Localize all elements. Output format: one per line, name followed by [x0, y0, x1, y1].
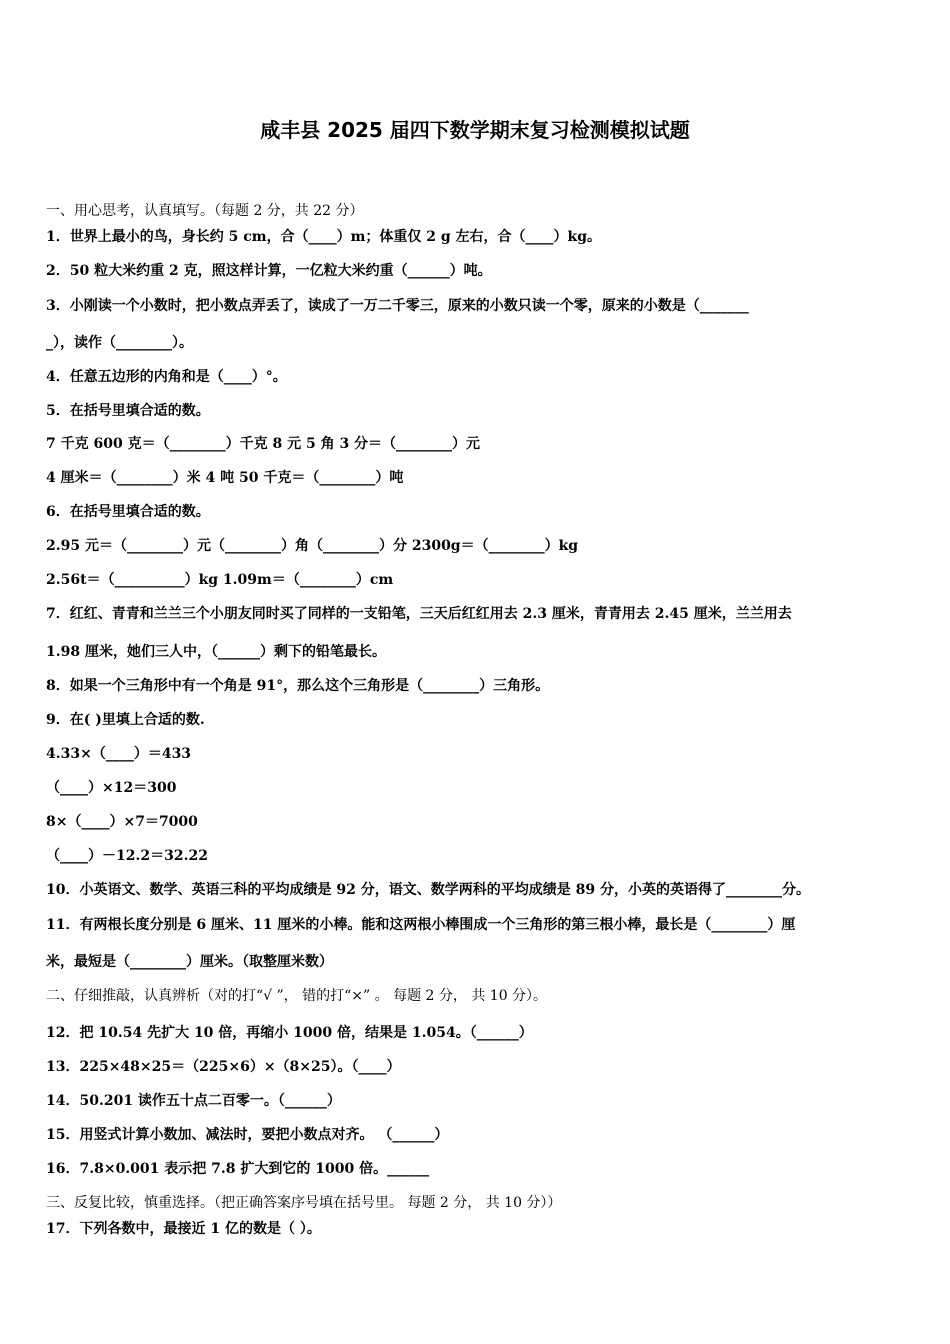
question-6-row-2: 2.56t＝（__________）kg 1.09m＝（________）cm — [46, 572, 394, 588]
question-11-cont: 米，最短是（________）厘米。（取整厘米数） — [46, 954, 333, 970]
question-6-row-1: 2.95 元＝（________）元（________）角（________）分 2300g＝（________）kg — [46, 538, 579, 554]
question-10: 10．小英语文、数学、英语三科的平均成绩是 92 分，语文、数学两科的平均成绩是 89 分，小英的英语得了________分。 — [46, 882, 810, 898]
question-5-row-1: 7 千克 600 克＝（________）千克 8 元 5 角 3 分＝（________）元 — [46, 436, 481, 452]
question-9-row-1: 4.33×（____）＝433 — [46, 746, 192, 762]
question-9-row-3: 8×（____）×7＝7000 — [46, 814, 198, 830]
question-9: 9．在( )里填上合适的数. — [46, 712, 205, 728]
question-11: 11．有两根长度分别是 6 厘米、11 厘米的小棒。能和这两根小棒围成一个三角形的第三根小棒，最长是（________）厘 — [46, 917, 796, 933]
question-3: 3．小刚读一个小数时，把小数点弄丢了，读成了一万二千零三，原来的小数只读一个零，原来的小数是（_______ — [46, 298, 749, 314]
question-13: 13．225×48×25＝（225×6）×（8×25）。（____） — [46, 1059, 401, 1075]
question-5: 5．在括号里填合适的数。 — [46, 403, 210, 419]
question-6: 6．在括号里填合适的数。 — [46, 504, 210, 520]
section-1-heading: 一、用心思考，认真填写。（每题 2 分，共 22 分） — [46, 203, 364, 219]
page-title: 咸丰县 2025 届四下数学期末复习检测模拟试题 — [260, 118, 690, 142]
question-8: 8．如果一个三角形中有一个角是 91°，那么这个三角形是（________）三角形。 — [46, 678, 550, 694]
question-16: 16．7.8×0.001 表示把 7.8 扩大到它的 1000 倍。______ — [46, 1161, 430, 1177]
section-2-heading: 二、仔细推敲，认真辨析（对的打“√ ”， 错的打“×” 。 每题 2 分， 共 10 分）。 — [46, 988, 548, 1004]
question-1: 1．世界上最小的鸟，身长约 5 cm，合（____）m；体重仅 2 g 左右，合（____）kg。 — [46, 229, 602, 245]
question-9-row-2: （____）×12＝300 — [46, 780, 177, 796]
question-14: 14．50.201 读作五十点二百零一。（______） — [46, 1093, 341, 1109]
question-2: 2．50 粒大米约重 2 克，照这样计算，一亿粒大米约重（______）吨。 — [46, 263, 492, 279]
question-15: 15．用竖式计算小数加、减法时，要把小数点对齐。 （______） — [46, 1127, 449, 1143]
question-4: 4．任意五边形的内角和是（____）°。 — [46, 369, 287, 385]
question-12: 12．把 10.54 先扩大 10 倍，再缩小 1000 倍，结果是 1.054。（______） — [46, 1025, 533, 1041]
question-7: 7．红红、青青和兰兰三个小朋友同时买了同样的一支铅笔，三天后红红用去 2.3 厘米，青青用去 2.45 厘米，兰兰用去 — [46, 606, 792, 622]
question-3-cont: _），读作（________）。 — [46, 335, 193, 351]
section-3-heading: 三、反复比较，慎重选择。（把正确答案序号填在括号里。 每题 2 分， 共 10 分）） — [46, 1195, 562, 1211]
question-9-row-4: （____）－12.2＝32.22 — [46, 848, 208, 864]
question-17: 17．下列各数中，最接近 1 亿的数是（ ）。 — [46, 1221, 321, 1237]
question-5-row-2: 4 厘米＝（________）米 4 吨 50 千克＝（________）吨 — [46, 470, 404, 486]
question-7-cont: 1.98 厘米，她们三人中，（______）剩下的铅笔最长。 — [46, 644, 386, 660]
